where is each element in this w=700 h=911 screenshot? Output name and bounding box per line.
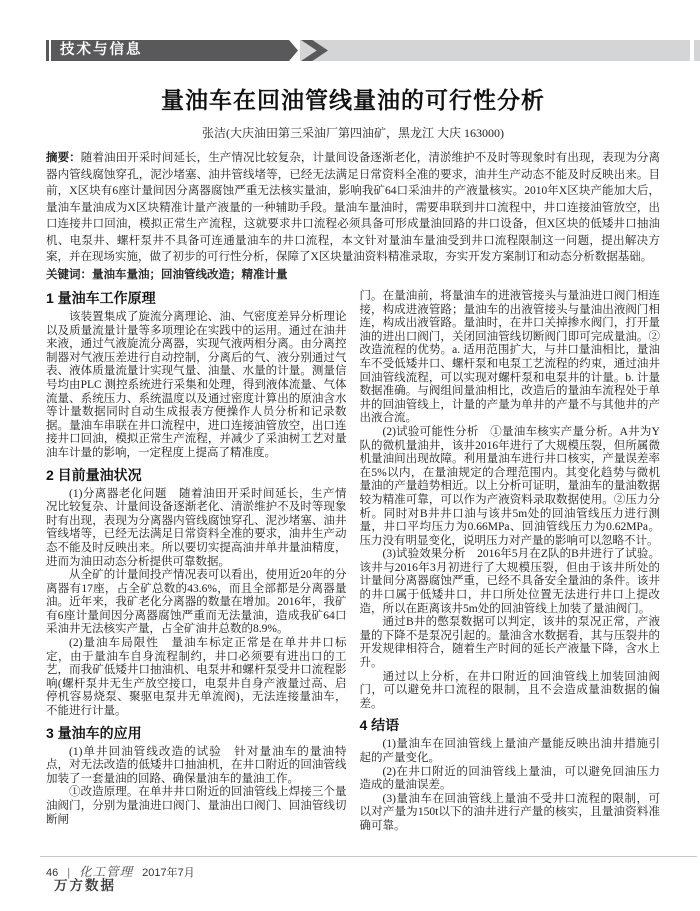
section-heading: 1 量油车工作原理 (46, 290, 156, 306)
body-paragraph: (2)在井口附近的回油管线上量油，可以避免回油压力造成的量油误差。 (359, 765, 660, 792)
left-column (46, 290, 347, 834)
body-paragraph: (1)分离器老化问题 随着油田开采时间延长，生产情况比较复杂、计量间设备逐渐老化、清淤维护不及时等现象时有出现，表现为分离器内管线腐蚀穿孔、泥沙堵塞、油井管线堵等，已经无法满足日常资料全准的要求，油井生产动态不能及时反映出来。所以要切实提高油井单井量油精度，进而为油田动态分析提供可靠数据。 (46, 487, 347, 568)
banner-bar-end-cap (694, 40, 700, 61)
body-paragraph: (3)量油车在回油管线上量油不受井口流程的限制，可以对产量为150t以下的油井进行产量的核实，且量油资料准确可靠。 (359, 792, 660, 832)
section-heading: 3 量油车的应用 (46, 724, 142, 741)
abstract-label: 摘要： (46, 152, 81, 164)
footer-divider: | (67, 867, 71, 879)
body-paragraph: ①改造原理。在单井井口附近的回油管线上焊接三个量油阀门，分别为量油进口阀门、量油出口阀门、回油管线切断闸 (46, 786, 347, 826)
article-authors: 张洁(大庆油田第三采油厂第四油矿，黑龙江 大庆 163000) (202, 126, 504, 140)
keywords-block (46, 267, 660, 284)
footer-rule (40, 856, 697, 857)
body-paragraph: (2)量油车局限性 量油车标定正常是在单井井口标定，由于量油车自身流程制约，井口必须要有进出口的工艺，而我矿低矮井口抽油机、电泵井和螺杆泵受井口流程影响(螺杆泵井无生产放空接口，电泵井自身产液量过高、启停机容易烧泵、聚驱电泵井无单流阀)，无法连接量油车，不能进行计量。 (46, 637, 347, 718)
body-paragraph: (1)量油车在回油管线上量油产量能反映出油井措施引起的产量变化。 (359, 738, 660, 764)
section-banner (46, 40, 660, 61)
abstract-text: 随着油田开采时间延长，生产情况比较复杂，计量间设备逐渐老化，清淤维护不及时等现象时有出现，表现为分离器内管线腐蚀穿孔，泥沙堵塞、油井管线堵等，已经无法满足日常资料全准的要求，油井生产动态不能及时反映出来。目前，X区块有6座计量间因分离器腐蚀严重无法核实量油，影响我矿64口采油井的产液量核实。2010年X区块产能加大后，量油车量油成为X区块精准计量产液量的一种辅助手段。量油车量油时，需要串联到井口流程中，井口连接油管放空，出口连接井口回油，模拟正常生产流程，这就要求井口流程必须具备可形成量油回路的井口设备，但X区块的低矮井口抽油机、电泵井、螺杆泵井不具备可连通量油车的井口流程，本文针对量油车量油受到井口流程限制这一问题，提出解决方案，并在现场实施，做了初步的可行性分析，保障了X区块量油资料精准录取，夯实开发方案制订和动态分析数据基础。 (46, 152, 660, 263)
page-number: 46 (46, 867, 59, 879)
keywords-label: 关键词： (46, 268, 92, 281)
body-paragraph: 通过以上分析，在井口附近的回油管线上加装回油阀门，可以避免井口流程的限制，且不会造成量油数据的偏差。 (359, 670, 660, 710)
body-paragraph: 通过B井的憋泵数据可以判定，该井的泵况正常，产液量的下降不是泵况引起的。量油含水数据看，其与压裂井的开发规律相符合，随着生产时间的延长产液量下降，含水上升。 (359, 616, 660, 670)
right-column (360, 290, 661, 834)
body-paragraph: (2)试验可能性分析 ①量油车核实产量分析。A井为Y队的微机量油井，该井2016年进行了大规模压裂，但所属微机量油间出现故障。利用量油车进行井口核实，产量误差率在5%以内，在量油规定的合理范围内。其变化趋势与微机量油的产量趋势相近。以上分析可证明，量油车的量油数据较为精准可靠，可以作为产液资料录取数据使用。②压力分析。同时对B井井口油与该井5m处的回油管线压力进行测量，井口平均压力为0.66MPa、回油管线压力为0.62MPa。压力没有明显变化，说明压力对产量的影响可以忽略不计。 (359, 425, 660, 547)
section-heading: 4 结语 (359, 717, 400, 734)
abstract-block (46, 150, 660, 266)
banner-label: 技术与信息 (60, 42, 143, 58)
body-paragraph: (1)单井回油管线改造的试验 针对量油车的量油特点，对无法改造的低矮井口抽油机，在井口附近的回油管线加装了一套量油的回路、确保量油车的量油工作。 (46, 745, 347, 785)
keywords-text: 量油车量油；回油管线改造；精准计量 (92, 268, 288, 281)
section-heading: 2 目前量油状况 (46, 466, 142, 483)
body-paragraph: 该装置集成了旋流分离理论、油、气密度差异分析理论以及质量流量计量等多项理论在实践中的运用。通过在油井来液，通过气液旋流分离器，实现气液两相分离。由分离控制器对气液压差进行自动控制，分离后的气、液分别通过气表、液体质量流量计实现气量、油量、水量的计量。测量信号均由PLC 测控系统进行采集和处理，得到液体流量、气体流量、系统压力、系统温度以及通过密度计算出的原油含水等计量数据同时自动生成报表方便操作人员分析和记录数据。量油车串联在井口流程中，进口连接油管放空，出口连接井口回油，模拟正常生产流程，并减少了采油树工艺对量油车计量的影响，一定程度上提高了精准度。 (46, 311, 347, 459)
watermark: 万方数据 (54, 878, 116, 893)
article-body (46, 290, 660, 834)
banner-divider-line (49, 40, 51, 61)
body-paragraph: 从全矿的计量间投产情况表可以看出，使用近20年的分离器有17座，占全矿总数的43.6%，而且全部都是分离器量油。近年来，我矿老化分离器的数量在增加。2016年，我矿有6座计量间因分离器腐蚀严重而无法量油，造成我矿64口采油井无法核实产量，占全矿油井总数的8.9%。 (46, 569, 347, 636)
journal-name: 化工管理 (79, 865, 134, 879)
body-paragraph: (3)试验效果分析 2016年5月在Z队的B井进行了试验。该井与2016年3月初进行了大规模压裂，但由于该井所处的计量间分离器腐蚀严重，已经不具备安全量油的条件。该井的井口属于低矮井口，井口所处位置无法进行井口上提改造，所以在距离该井5m处的回油管线上加装了量油阀门。 (359, 548, 660, 615)
body-paragraph: 门。在量油前，将量油车的进液管接头与量油进口阀门相连接，构成进液管路；量油车的出液管接头与量油出液阀门相连，构成出液管路。量油时，在井口关掉掺水阀门，打开量油的进出口阀门，关闭回油管线切断阀门即可完成量油。②改造流程的优势。a. 适用范围扩大，与井口量油相比，量油车不受低矮井口、螺杆泵和电泵工艺流程的约束，通过油井回油管线流程，可以实现对螺杆泵和电泵井的计量。b. 计量数据准确。与阀组间量油相比，改造后的量油车流程处于单井的回油管线上，计量的产量为单井的产量不与其他井的产出液合流。 (359, 290, 660, 425)
issue-date: 2017年7月 (142, 867, 195, 879)
article-title: 量油车在回油管线量油的可行性分析 (161, 87, 545, 113)
banner-bar (300, 40, 690, 61)
